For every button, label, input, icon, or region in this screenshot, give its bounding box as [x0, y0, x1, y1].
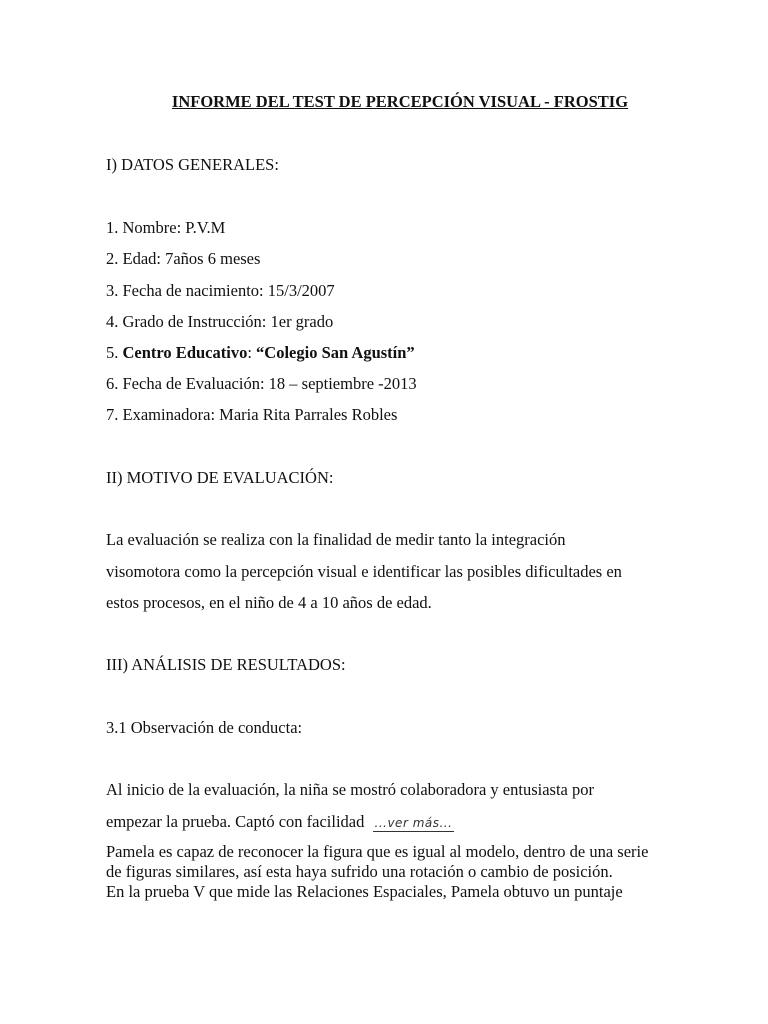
field-centro-educativo — [106, 343, 415, 363]
section-heading-datos-generales: I) DATOS GENERALES: — [106, 155, 279, 174]
field-grado: 4. Grado de Instrucción: 1er grado — [106, 312, 334, 331]
observacion-line-2-text: empezar la prueba. Captó con facilidad — [106, 812, 365, 831]
field-nombre: 1. Nombre: P.V.M — [106, 218, 226, 237]
section-heading-motivo: II) MOTIVO DE EVALUACIÓN: — [106, 468, 334, 487]
motivo-line-3: estos procesos, en el niño de 4 a 10 años de edad. — [106, 593, 432, 612]
motivo-line-1: La evaluación se realiza con la finalidad de medir tanto la integración — [106, 530, 566, 549]
ver-mas-link[interactable]: ...ver más... — [374, 816, 453, 830]
centro-prefix: 5. — [106, 343, 123, 362]
motivo-line-2: visomotora como la percepción visual e identificar las posibles dificultades en — [106, 562, 622, 581]
field-examinadora: 7. Examinadora: Maria Rita Parrales Robles — [106, 405, 398, 424]
continuation-paragraph-2: En la prueba V que mide las Relaciones Espaciales, Pamela obtuvo un puntaje — [106, 882, 623, 901]
centro-value: “Colegio San Agustín” — [256, 343, 415, 362]
observacion-line-2 — [106, 812, 454, 833]
field-edad: 2. Edad: 7años 6 meses — [106, 249, 261, 268]
document-title: INFORME DEL TEST DE PERCEPCIÓN VISUAL - FROSTIG — [171, 92, 629, 111]
section-heading-analisis: III) ANÁLISIS DE RESULTADOS: — [106, 655, 346, 674]
field-fecha-evaluacion: 6. Fecha de Evaluación: 18 – septiembre -2013 — [106, 374, 417, 393]
centro-label: Centro Educativo — [122, 343, 248, 362]
continuation-block — [106, 842, 666, 902]
field-fecha-nacimiento: 3. Fecha de nacimiento: 15/3/2007 — [106, 281, 335, 300]
continuation-paragraph-1: Pamela es capaz de reconocer la figura que es igual al modelo, dentro de una serie de figuras similares, así esta haya sufrido una rotación o cambio de posición. — [106, 842, 649, 881]
centro-colon: : — [247, 343, 257, 362]
observacion-line-1: Al inicio de la evaluación, la niña se mostró colaboradora y entusiasta por — [106, 780, 594, 799]
subheading-observacion: 3.1 Observación de conducta: — [106, 718, 303, 737]
